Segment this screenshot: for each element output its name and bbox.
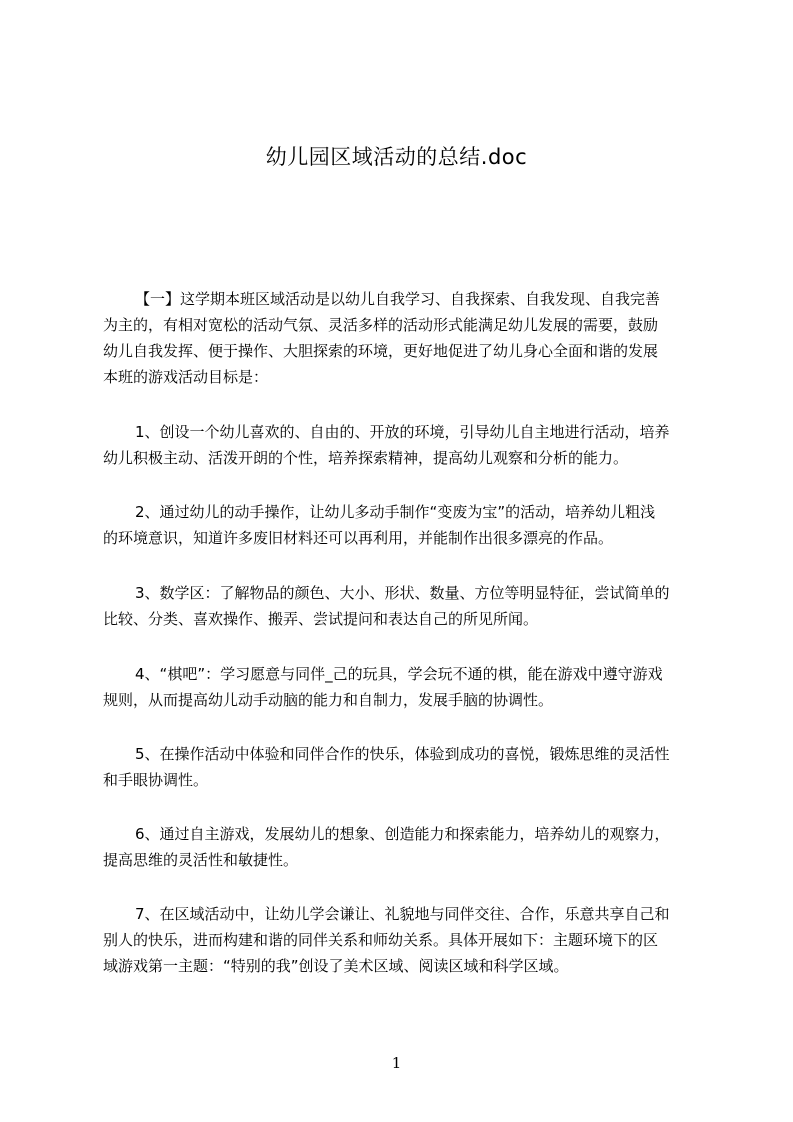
goal-line: 提高思维的灵活性和敏捷性。 bbox=[103, 851, 299, 869]
goal-line: 3、数学区：了解物品的颜色、大小、形状、数量、方位等明显特征，尝试简单的 bbox=[135, 584, 670, 602]
goal-line: 规则，从而提高幼儿动手动脑的能力和自制力，发展手脑的协调性。 bbox=[103, 691, 554, 709]
goal-line: 5、在操作活动中体验和同伴合作的快乐，体验到成功的喜悦，锻炼思维的灵活性 bbox=[135, 745, 670, 763]
intro-line: 幼儿自我发挥、便于操作、大胆探索的环境，更好地促进了幼儿身心全面和谐的发展 bbox=[103, 342, 659, 360]
goal-item-1 bbox=[103, 419, 713, 471]
intro-line: 为主的，有相对宽松的活动气氛、灵活多样的活动形式能满足幼儿发展的需要，鼓励 bbox=[103, 316, 659, 334]
goal-item-6 bbox=[103, 821, 713, 873]
goal-line: 幼儿积极主动、活泼开朗的个性，培养探索精神，提高幼儿观察和分析的能力。 bbox=[103, 449, 629, 467]
goal-item-5 bbox=[103, 741, 713, 793]
goal-line: 域游戏第一主题：“特别的我”创设了美术区域、阅读区域和科学区域。 bbox=[103, 957, 569, 975]
goal-item-4 bbox=[103, 661, 713, 713]
page-number: 1 bbox=[391, 1054, 402, 1072]
goal-item-2 bbox=[103, 499, 713, 551]
goal-line: 4、“棋吧”：学习愿意与同伴_己的玩具，学会玩不通的棋，能在游戏中遵守游戏 bbox=[135, 665, 663, 683]
goal-line: 和手眼协调性。 bbox=[103, 771, 209, 789]
goal-line: 的环境意识，知道许多废旧材料还可以再利用，并能制作出很多漂亮的作品。 bbox=[103, 529, 614, 547]
goal-item-7 bbox=[103, 901, 713, 979]
intro-line: 本班的游戏活动目标是： bbox=[103, 368, 269, 386]
goal-line: 7、在区域活动中，让幼儿学会谦让、礼貌地与同伴交往、合作，乐意共享自己和 bbox=[135, 905, 670, 923]
goal-line: 2、通过幼儿的动手操作，让幼儿多动手制作“变废为宝”的活动，培养幼儿粗浅 bbox=[135, 503, 656, 521]
goal-line: 比较、分类、喜欢操作、搬弄、尝试提问和表达自己的所见所闻。 bbox=[103, 610, 539, 628]
goal-item-3 bbox=[103, 580, 713, 632]
document-title: 幼儿园区域活动的总结.doc bbox=[265, 145, 528, 169]
intro-line: 【一】这学期本班区域活动是以幼儿自我学习、自我探索、自我发现、自我完善 bbox=[135, 290, 661, 308]
goal-line: 6、通过自主游戏，发展幼儿的想象、创造能力和探索能力，培养幼儿的观察力， bbox=[135, 825, 670, 843]
goal-line: 别人的快乐，进而构建和谐的同伴关系和师幼关系。具体开展如下：主题环境下的区 bbox=[103, 931, 659, 949]
intro-paragraph bbox=[103, 286, 713, 390]
goal-line: 1、创设一个幼儿喜欢的、自由的、开放的环境，引导幼儿自主地进行活动，培养 bbox=[135, 423, 670, 441]
